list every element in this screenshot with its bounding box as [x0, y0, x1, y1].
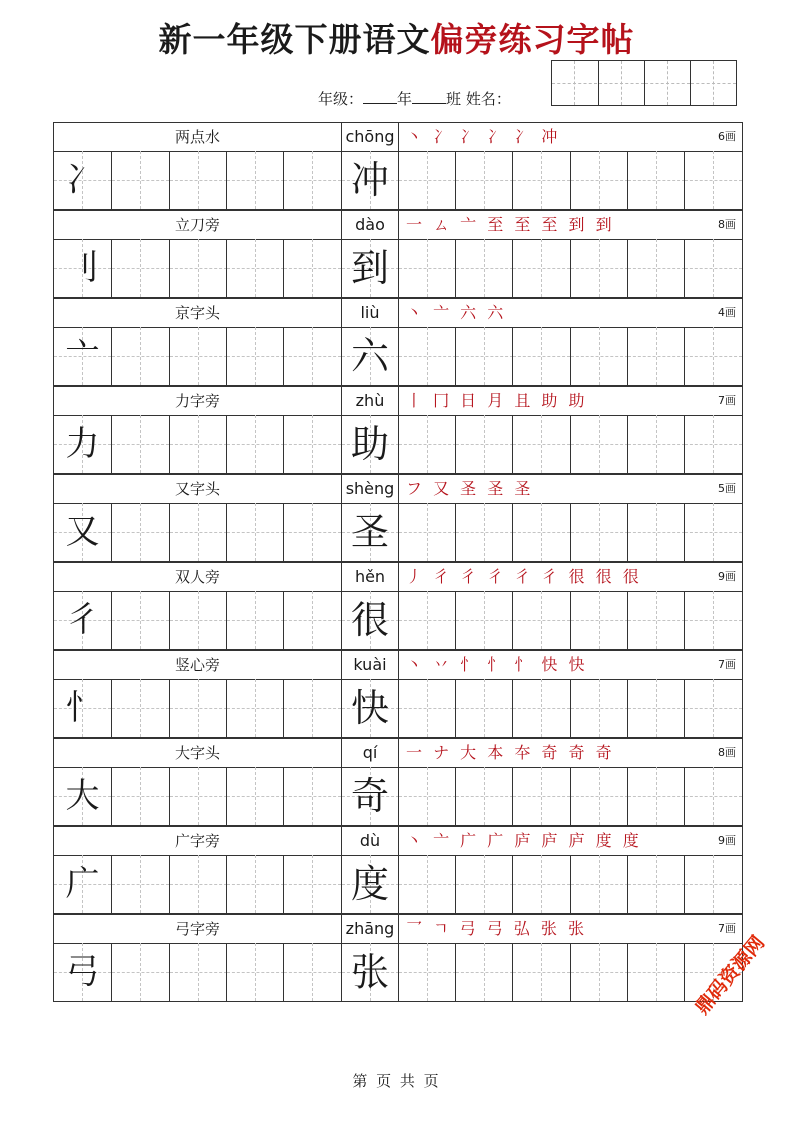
model-char-cell[interactable] [341, 415, 399, 473]
radical-glyph: 广 [65, 864, 100, 904]
tian-grid-cell[interactable] [627, 679, 685, 737]
tian-grid-cell[interactable] [226, 415, 284, 473]
tian-grid-cell[interactable] [398, 855, 456, 913]
tian-grid-cell[interactable] [684, 415, 742, 473]
tian-grid-cell[interactable] [398, 503, 456, 561]
row-header [53, 650, 743, 680]
radical-name: 两点水 [54, 123, 342, 151]
model-character: 度 [350, 862, 389, 906]
tian-grid-cell[interactable] [684, 239, 742, 297]
radical-glyph: 刂 [65, 248, 100, 288]
tian-grid-cell[interactable] [398, 591, 456, 649]
row-header [53, 826, 743, 856]
tian-grid-cell[interactable] [398, 239, 456, 297]
radical-glyph: 彳 [65, 600, 100, 640]
radical-glyph: 弓 [65, 952, 100, 992]
radical-cell[interactable] [54, 943, 111, 1001]
name-cell[interactable] [690, 61, 736, 105]
tian-grid-cell[interactable] [169, 239, 227, 297]
tian-grid-cell[interactable] [226, 327, 284, 385]
tian-grid-cell[interactable] [111, 943, 169, 1001]
model-character: 张 [350, 950, 389, 994]
tian-grid-cell[interactable] [684, 591, 742, 649]
tian-grid-cell[interactable] [283, 239, 341, 297]
model-character: 助 [350, 422, 389, 466]
tian-grid-cell[interactable] [512, 151, 570, 209]
row-header [53, 474, 743, 504]
grade-label: 年级： [318, 90, 364, 108]
row-header [53, 562, 743, 592]
tian-grid-cell[interactable] [570, 767, 628, 825]
stroke-count: 9画 [718, 834, 736, 847]
stroke-order: 丨 冂 日 月 且 助 助 [406, 391, 588, 410]
tian-grid-cell[interactable] [283, 767, 341, 825]
tian-grid-cell[interactable] [455, 943, 513, 1001]
stroke-order: 乛 ㄱ 弓 弓 弘 张 张 [406, 919, 587, 938]
student-info-line [318, 88, 511, 109]
stroke-order: 丶 丷 忄 忄 忄 快 快 [406, 655, 588, 674]
year-blank[interactable] [363, 89, 397, 104]
tian-grid-cell[interactable] [226, 679, 284, 737]
stroke-count: 4画 [718, 306, 736, 319]
model-character: 圣 [350, 510, 389, 554]
model-char-cell[interactable] [341, 943, 399, 1001]
writing-cells [53, 591, 743, 650]
tian-grid-cell[interactable] [512, 591, 570, 649]
radical-cell[interactable] [54, 239, 111, 297]
model-char-cell[interactable] [341, 591, 399, 649]
model-char-cell[interactable] [341, 327, 399, 385]
tian-grid-cell[interactable] [512, 943, 570, 1001]
tian-grid-cell[interactable] [627, 239, 685, 297]
tian-grid-cell[interactable] [627, 855, 685, 913]
pinyin-label: chōng [342, 123, 399, 151]
tian-grid-cell[interactable] [684, 151, 742, 209]
model-character: 快 [350, 686, 389, 730]
practice-row [53, 738, 743, 826]
tian-grid-cell[interactable] [684, 327, 742, 385]
tian-grid-cell[interactable] [398, 943, 456, 1001]
radical-glyph: 忄 [65, 688, 100, 728]
radical-name: 力字旁 [54, 387, 342, 415]
model-char-cell[interactable] [341, 767, 399, 825]
tian-grid-cell[interactable] [226, 239, 284, 297]
tian-grid-cell[interactable] [570, 679, 628, 737]
radical-cell[interactable] [54, 767, 111, 825]
tian-grid-cell[interactable] [512, 415, 570, 473]
tian-grid-cell[interactable] [169, 327, 227, 385]
tian-grid-cell[interactable] [627, 591, 685, 649]
row-header [53, 122, 743, 152]
tian-grid-cell[interactable] [283, 503, 341, 561]
writing-cells [53, 767, 743, 826]
radical-cell[interactable] [54, 327, 111, 385]
tian-grid-cell[interactable] [684, 855, 742, 913]
name-writing-grid[interactable] [551, 60, 737, 106]
class-label: 班 [446, 90, 462, 108]
stroke-order: 丿 彳 彳 彳 彳 彳 很 很 很 [406, 567, 642, 586]
stroke-order: 丶 亠 广 广 庐 庐 庐 度 度 [406, 831, 642, 850]
radical-name: 又字头 [54, 475, 342, 503]
tian-grid-cell[interactable] [627, 943, 685, 1001]
tian-grid-cell[interactable] [512, 327, 570, 385]
tian-grid-cell[interactable] [455, 679, 513, 737]
stroke-count: 8画 [718, 746, 736, 759]
writing-cells [53, 503, 743, 562]
tian-grid-cell[interactable] [570, 239, 628, 297]
tian-grid-cell[interactable] [684, 503, 742, 561]
pinyin-label: zhāng [342, 915, 399, 943]
tian-grid-cell[interactable] [111, 151, 169, 209]
tian-grid-cell[interactable] [283, 855, 341, 913]
practice-row [53, 122, 743, 210]
class-blank[interactable] [412, 89, 446, 104]
tian-grid-cell[interactable] [512, 503, 570, 561]
radical-glyph: 亠 [65, 336, 100, 376]
radical-name: 立刀旁 [54, 211, 342, 239]
tian-grid-cell[interactable] [283, 151, 341, 209]
page-title [0, 14, 793, 61]
tian-grid-cell[interactable] [512, 679, 570, 737]
tian-grid-cell[interactable] [455, 239, 513, 297]
tian-grid-cell[interactable] [455, 415, 513, 473]
writing-cells [53, 151, 743, 210]
radical-glyph: 力 [65, 424, 100, 464]
page-footer: 第 页 共 页 [352, 1072, 441, 1090]
practice-sheet [53, 122, 743, 1006]
name-cell[interactable] [552, 61, 597, 105]
radical-cell[interactable] [54, 855, 111, 913]
tian-grid-cell[interactable] [570, 503, 628, 561]
tian-grid-cell[interactable] [627, 415, 685, 473]
tian-grid-cell[interactable] [512, 767, 570, 825]
pinyin-label: hěn [342, 563, 399, 591]
model-char-cell[interactable] [341, 503, 399, 561]
tian-grid-cell[interactable] [398, 767, 456, 825]
tian-grid-cell[interactable] [169, 943, 227, 1001]
practice-row [53, 298, 743, 386]
writing-cells [53, 943, 743, 1002]
stroke-order: 丶 冫 冫 冫 冫 冲 [406, 127, 561, 146]
radical-glyph: 大 [65, 776, 100, 816]
tian-grid-cell[interactable] [570, 151, 628, 209]
tian-grid-cell[interactable] [283, 415, 341, 473]
tian-grid-cell[interactable] [226, 855, 284, 913]
tian-grid-cell[interactable] [283, 679, 341, 737]
practice-row [53, 650, 743, 738]
tian-grid-cell[interactable] [512, 239, 570, 297]
tian-grid-cell[interactable] [283, 943, 341, 1001]
tian-grid-cell[interactable] [226, 591, 284, 649]
tian-grid-cell[interactable] [627, 327, 685, 385]
pinyin-label: shèng [342, 475, 399, 503]
tian-grid-cell[interactable] [226, 943, 284, 1001]
tian-grid-cell[interactable] [111, 415, 169, 473]
practice-row [53, 386, 743, 474]
model-char-cell[interactable] [341, 679, 399, 737]
radical-name: 双人旁 [54, 563, 342, 591]
radical-glyph: 又 [65, 512, 100, 552]
practice-row [53, 474, 743, 562]
tian-grid-cell[interactable] [627, 151, 685, 209]
tian-grid-cell[interactable] [398, 679, 456, 737]
model-character: 冲 [350, 158, 389, 202]
model-char-cell[interactable] [341, 239, 399, 297]
radical-cell[interactable] [54, 679, 111, 737]
pinyin-label: zhù [342, 387, 399, 415]
tian-grid-cell[interactable] [570, 943, 628, 1001]
tian-grid-cell[interactable] [455, 151, 513, 209]
tian-grid-cell[interactable] [398, 151, 456, 209]
tian-grid-cell[interactable] [570, 327, 628, 385]
tian-grid-cell[interactable] [570, 415, 628, 473]
tian-grid-cell[interactable] [570, 591, 628, 649]
name-cell[interactable] [598, 61, 644, 105]
tian-grid-cell[interactable] [169, 151, 227, 209]
tian-grid-cell[interactable] [111, 239, 169, 297]
tian-grid-cell[interactable] [169, 855, 227, 913]
tian-grid-cell[interactable] [226, 503, 284, 561]
stroke-order: 一 ナ 大 本 夲 奇 奇 奇 [406, 743, 615, 762]
tian-grid-cell[interactable] [455, 855, 513, 913]
radical-cell[interactable] [54, 415, 111, 473]
tian-grid-cell[interactable] [169, 591, 227, 649]
radical-name: 京字头 [54, 299, 342, 327]
tian-grid-cell[interactable] [455, 591, 513, 649]
tian-grid-cell[interactable] [111, 767, 169, 825]
tian-grid-cell[interactable] [111, 855, 169, 913]
year-label: 年 [397, 90, 413, 108]
radical-name: 广字旁 [54, 827, 342, 855]
tian-grid-cell[interactable] [455, 767, 513, 825]
tian-grid-cell[interactable] [684, 767, 742, 825]
radical-glyph: 冫 [65, 160, 100, 200]
name-label: 姓名： [465, 90, 511, 108]
writing-cells [53, 239, 743, 298]
tian-grid-cell[interactable] [512, 855, 570, 913]
title-highlight: 偏旁练习字帖 [430, 20, 635, 59]
pinyin-label: dào [342, 211, 399, 239]
tian-grid-cell[interactable] [570, 855, 628, 913]
stroke-count: 7画 [718, 394, 736, 407]
writing-cells [53, 327, 743, 386]
model-char-cell[interactable] [341, 855, 399, 913]
tian-grid-cell[interactable] [684, 679, 742, 737]
model-character: 六 [350, 334, 389, 378]
pinyin-label: kuài [342, 651, 399, 679]
tian-grid-cell[interactable] [169, 503, 227, 561]
practice-row [53, 914, 743, 1002]
stroke-order: 丶 亠 六 六 [406, 303, 507, 322]
stroke-count: 9画 [718, 570, 736, 583]
row-header [53, 914, 743, 944]
radical-name: 弓字旁 [54, 915, 342, 943]
writing-cells [53, 855, 743, 914]
radical-cell[interactable] [54, 503, 111, 561]
row-header [53, 386, 743, 416]
stroke-count: 8画 [718, 218, 736, 231]
writing-cells [53, 415, 743, 474]
stroke-order: フ 又 圣 圣 圣 [406, 479, 534, 498]
tian-grid-cell[interactable] [627, 767, 685, 825]
practice-row [53, 826, 743, 914]
tian-grid-cell[interactable] [455, 327, 513, 385]
writing-cells [53, 679, 743, 738]
tian-grid-cell[interactable] [226, 151, 284, 209]
tian-grid-cell[interactable] [111, 327, 169, 385]
tian-grid-cell[interactable] [627, 503, 685, 561]
practice-row [53, 562, 743, 650]
tian-grid-cell[interactable] [283, 591, 341, 649]
stroke-count: 6画 [718, 130, 736, 143]
radical-name: 竖心旁 [54, 651, 342, 679]
tian-grid-cell[interactable] [398, 327, 456, 385]
row-header [53, 210, 743, 240]
tian-grid-cell[interactable] [169, 415, 227, 473]
model-char-cell[interactable] [341, 151, 399, 209]
model-character: 奇 [350, 774, 389, 818]
model-character: 很 [350, 598, 389, 642]
tian-grid-cell[interactable] [455, 503, 513, 561]
pinyin-label: qí [342, 739, 399, 767]
row-header [53, 738, 743, 768]
stroke-order: 一 ㄙ 亠 至 至 至 到 到 [406, 215, 615, 234]
tian-grid-cell[interactable] [226, 767, 284, 825]
radical-cell[interactable] [54, 591, 111, 649]
tian-grid-cell[interactable] [111, 679, 169, 737]
stroke-count: 7画 [718, 922, 736, 935]
radical-name: 大字头 [54, 739, 342, 767]
watermark-logo: 鼎码资源网 [691, 931, 769, 1019]
practice-row [53, 210, 743, 298]
name-cell[interactable] [644, 61, 690, 105]
tian-grid-cell[interactable] [111, 591, 169, 649]
pinyin-label: dù [342, 827, 399, 855]
radical-cell[interactable] [54, 151, 111, 209]
stroke-count: 7画 [718, 658, 736, 671]
model-character: 到 [350, 246, 389, 290]
tian-grid-cell[interactable] [283, 327, 341, 385]
tian-grid-cell[interactable] [169, 767, 227, 825]
title-main: 新一年级下册语文 [158, 20, 431, 59]
row-header [53, 298, 743, 328]
tian-grid-cell[interactable] [111, 503, 169, 561]
pinyin-label: liù [342, 299, 399, 327]
tian-grid-cell[interactable] [398, 415, 456, 473]
stroke-count: 5画 [718, 482, 736, 495]
tian-grid-cell[interactable] [169, 679, 227, 737]
